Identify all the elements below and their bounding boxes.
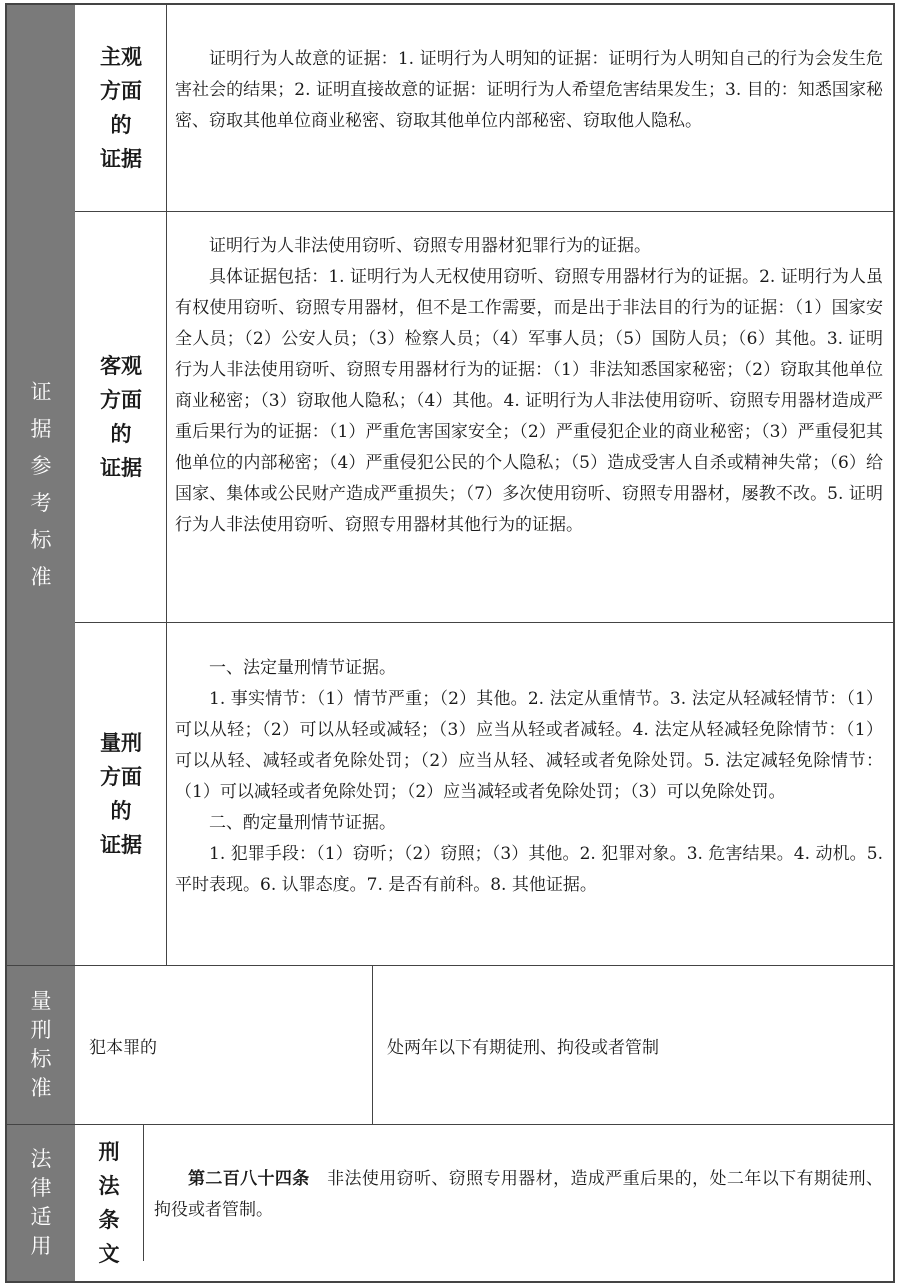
law-article-text <box>144 1164 893 1226</box>
evidence-table <box>5 3 895 1283</box>
sentencing-evidence-label: 量刑 方面 的 证据 <box>100 731 142 857</box>
sentencing-evidence-text: 一、法定量刑情节证据。 1. 事实情节：（1）情节严重；（2）其他。2. 法定从重情节。3. 法定从轻减轻情节：（1）可以从轻；（2）可以从轻或减轻；（3）应当从轻或者减轻。4. 法定从轻减轻免除情节：（1）可以从轻、减轻或者免除处罚；（2）应当从轻、减轻或者免除处罚。5. 法定减轻免除情节：（1）可以减轻或者免除处罚；（2）应当减轻或者免除处罚；（3）可以免除处罚。 二、酌定量刑情节证据。 1. 犯罪手段：（1）窃听；（2）窃照；（3）其他。2. 犯罪对象。3. 危害结果。4. 动机。5. 平时表现。6. 认罪态度。7. 是否有前科。8. 其他证据。 <box>175 658 883 895</box>
article-body: 非法使用窃听、窃照专用器材，造成严重后果的，处二年以下有期徒刑、拘役或者管制。 <box>154 1169 884 1220</box>
side-label-sentencing-standard: 量 刑 标 准 <box>7 966 75 1124</box>
objective-label: 客观 方面 的 证据 <box>100 354 142 480</box>
column-divider <box>166 5 167 965</box>
objective-evidence-text: 证明行为人非法使用窃听、窃照专用器材犯罪行为的证据。 具体证据包括：1. 证明行为人无权使用窃听、窃照专用器材行为的证据。2. 证明行为人虽有权使用窃听、窃照专用器材，但不是工作需要，而是出于非法目的行为的证据：（1）国家安全人员；（2）公安人员；（3）检察人员；（4）军事人员；（5）国防人员；（6）其他。3. 证明行为人非法使用窃听、窃照专用器材行为的证据：（1）非法知悉国家秘密；（2）窃取其他单位商业秘密；（3）窃取他人隐私；（4）其他。4. 证明行为人非法使用窃听、窃照专用器材造成严重后果行为的证据：（1）严重危害国家安全；（2）严重侵犯企业的商业秘密；（3）严重侵犯其他单位的内部秘密；（4）严重侵犯公民的个人隐私；（5）造成受害人自杀或精神失常；（6）给国家、集体或公民财产造成严重损失；（7）多次使用窃听、窃照专用器材，屡教不改。5. 证明行为人非法使用窃听、窃照专用器材其他行为的证据。 <box>175 236 883 535</box>
subjective-label: 主观 方面 的 证据 <box>100 45 142 171</box>
side-label-evidence-standard: 证 据 参 考 标 准 <box>7 5 75 965</box>
criminal-law-label: 刑 法 条 文 <box>98 1140 120 1266</box>
row-divider <box>75 211 893 212</box>
row-divider <box>75 622 893 623</box>
article-number: 第二百八十四条 <box>188 1169 310 1189</box>
side-label-law-application: 法 律 适 用 <box>7 1125 75 1281</box>
subjective-evidence-text: 证明行为人故意的证据：1. 证明行为人明知的证据：证明行为人明知自己的行为会发生危害社会的结果；2. 证明直接故意的证据：证明行为人希望危害结果发生；3. 目的：知悉国家秘密、窃取其他单位商业秘密、窃取其他单位内部秘密、窃取他人隐私。 <box>175 49 883 131</box>
sentencing-condition: 犯本罪的 <box>89 1037 157 1058</box>
sentencing-penalty: 处两年以下有期徒刑、拘役或者管制 <box>387 1037 659 1058</box>
